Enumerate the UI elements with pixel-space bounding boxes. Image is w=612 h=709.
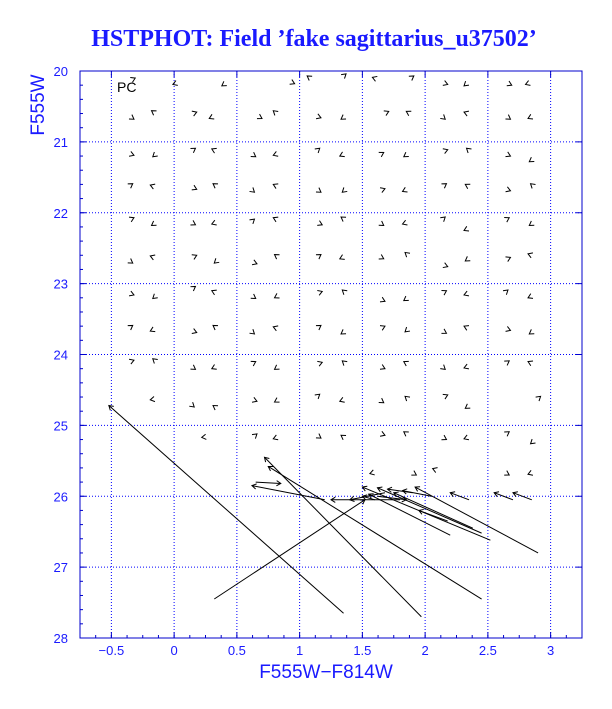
vector-glyph <box>464 111 469 116</box>
vector-glyph <box>129 217 134 222</box>
vector-glyph <box>251 361 256 366</box>
vector-glyph <box>505 115 510 120</box>
vector-glyph <box>443 81 448 86</box>
vector-glyph <box>341 74 346 79</box>
vector-glyph <box>342 361 347 366</box>
vector-glyph <box>503 290 508 295</box>
vector-glyph <box>405 252 410 257</box>
vector-arrow <box>256 481 281 486</box>
vector-glyph <box>403 220 408 225</box>
vector-glyph <box>465 184 470 189</box>
vector-glyph <box>192 255 197 260</box>
vector-glyph <box>150 255 155 260</box>
vector-glyph <box>504 471 509 476</box>
vector-glyph <box>152 221 157 226</box>
vector-glyph <box>372 76 377 81</box>
vector-arrow <box>513 492 532 500</box>
vector-glyph <box>528 114 533 119</box>
vector-glyph <box>128 325 133 330</box>
vector-glyph <box>341 217 346 222</box>
vector-glyph <box>192 329 197 334</box>
vector-glyph <box>212 148 217 153</box>
vector-arrow <box>109 406 344 614</box>
vector-glyph <box>441 435 446 440</box>
vector-glyph <box>465 404 470 409</box>
y-tick-label: 25 <box>53 418 68 434</box>
vector-glyph <box>380 297 385 302</box>
vector-glyph <box>380 431 385 436</box>
vector-glyph <box>465 256 470 261</box>
vector-glyph <box>317 361 322 366</box>
vector-glyph <box>190 220 195 225</box>
vector-glyph <box>529 157 534 162</box>
vector-glyph <box>528 253 533 258</box>
vector-glyph <box>443 394 448 399</box>
vector-glyph <box>340 397 345 402</box>
x-tick-label: 1.5 <box>353 643 372 658</box>
vector-glyph <box>257 114 262 119</box>
vector-glyph <box>506 187 511 192</box>
vector-glyph <box>252 434 257 439</box>
vector-glyph <box>440 365 445 370</box>
vector-glyph <box>153 359 158 364</box>
vector-glyph <box>464 81 469 86</box>
vector-glyph <box>212 290 217 295</box>
vector-glyph <box>190 148 195 153</box>
vector-glyph <box>129 359 134 364</box>
y-tick-label: 24 <box>53 347 68 363</box>
vector-glyph <box>150 327 155 332</box>
vector-glyph <box>316 114 321 119</box>
vector-glyph <box>504 218 509 223</box>
vector-arrow <box>252 484 325 500</box>
vector-glyph <box>529 221 534 226</box>
vector-glyph <box>379 152 384 157</box>
vector-glyph <box>443 263 448 268</box>
vector-glyph <box>153 152 158 157</box>
vector-glyph <box>464 435 469 440</box>
vector-glyph <box>528 470 533 475</box>
y-tick-label: 22 <box>53 205 68 221</box>
vector-glyph <box>150 184 155 189</box>
vector-glyph <box>190 286 195 291</box>
vector-glyph <box>129 151 134 156</box>
y-axis-label: F555W <box>28 74 49 136</box>
vector-field <box>109 74 541 617</box>
y-tick-label: 20 <box>53 64 68 79</box>
vector-glyph <box>504 361 509 366</box>
vector-glyph <box>214 258 219 263</box>
vector-glyph <box>340 255 345 260</box>
vector-glyph <box>441 184 446 189</box>
vector-glyph <box>209 114 214 119</box>
vector-glyph <box>440 114 445 119</box>
vector-glyph <box>441 329 446 334</box>
vector-glyph <box>409 76 414 81</box>
vector-glyph <box>251 152 256 157</box>
vector-glyph <box>273 217 278 222</box>
vector-glyph <box>213 184 218 189</box>
vector-glyph <box>152 111 157 116</box>
vector-glyph <box>505 257 510 262</box>
vector-glyph <box>275 293 280 298</box>
vector-glyph <box>316 255 321 260</box>
vector-glyph <box>464 326 469 331</box>
vector-glyph <box>190 365 195 370</box>
vector-glyph <box>315 394 320 399</box>
vector-glyph <box>251 294 256 299</box>
vector-glyph <box>290 80 295 85</box>
vector-glyph <box>379 398 384 403</box>
vector-arrow <box>268 466 481 599</box>
vector-glyph <box>531 184 536 189</box>
vector-glyph <box>342 187 347 192</box>
x-tick-label: 2.5 <box>478 643 497 658</box>
vector-glyph <box>528 361 533 366</box>
vector-glyph <box>275 255 280 260</box>
vector-glyph <box>464 364 469 369</box>
vector-glyph <box>404 152 409 157</box>
vector-glyph <box>379 254 384 259</box>
vector-glyph <box>404 361 409 366</box>
vector-glyph <box>384 111 389 116</box>
x-tick-label: 0.5 <box>227 643 246 658</box>
vector-glyph <box>507 81 512 86</box>
vector-glyph <box>150 397 155 402</box>
vector-glyph <box>341 115 346 120</box>
vector-glyph <box>317 221 322 226</box>
vector-glyph <box>317 290 322 295</box>
vector-glyph <box>342 290 347 295</box>
vector-glyph <box>275 398 280 403</box>
vector-glyph <box>316 188 321 193</box>
vector-glyph <box>153 294 158 299</box>
chart-title: HSTPHOT: Field ’fake sagittarius_u37502’ <box>91 26 537 52</box>
vector-glyph <box>129 115 134 120</box>
x-tick-label: 2 <box>421 643 429 658</box>
vector-glyph <box>380 364 385 369</box>
vector-glyph <box>129 291 134 296</box>
vector-glyph <box>273 151 278 156</box>
vector-glyph <box>506 326 511 331</box>
y-tick-label: 27 <box>53 560 68 576</box>
vector-glyph <box>370 470 375 475</box>
vector-arrow <box>494 492 513 500</box>
vector-glyph <box>379 221 384 226</box>
x-tick-label: 0 <box>170 643 178 658</box>
vector-arrow <box>394 492 473 528</box>
vector-glyph <box>173 81 178 86</box>
vector-glyph <box>212 364 217 369</box>
vector-glyph <box>252 397 257 402</box>
vector-glyph <box>403 187 408 192</box>
vector-glyph <box>192 111 197 116</box>
vector-glyph <box>273 326 278 331</box>
vector-glyph <box>250 187 255 192</box>
vector-glyph <box>467 148 472 153</box>
x-tick-label: −0.5 <box>98 643 125 658</box>
vector-glyph <box>250 329 255 334</box>
vector-glyph <box>464 291 469 296</box>
vector-arrow <box>214 500 365 599</box>
vector-glyph <box>307 76 312 81</box>
vector-glyph <box>315 148 320 153</box>
vector-glyph <box>273 184 278 189</box>
vector-glyph <box>341 329 346 334</box>
y-tick-label: 21 <box>53 134 68 150</box>
vector-glyph <box>273 111 278 116</box>
vector-glyph <box>531 439 536 444</box>
vector-glyph <box>341 435 346 440</box>
vector-glyph <box>433 468 438 473</box>
vector-glyph <box>340 152 345 157</box>
y-tick-label: 28 <box>53 631 68 646</box>
vector-glyph <box>464 226 469 231</box>
x-tick-label: 3 <box>547 643 555 658</box>
vector-glyph <box>273 435 278 440</box>
vector-glyph <box>526 81 531 86</box>
vector-glyph <box>128 259 133 264</box>
vector-glyph <box>222 81 227 86</box>
x-tick-label: 1 <box>296 643 304 658</box>
vector-glyph <box>406 111 411 116</box>
panel-label: PC <box>117 79 137 95</box>
vector-glyph <box>404 296 409 301</box>
vector-glyph <box>405 396 410 401</box>
vector-glyph <box>529 329 534 334</box>
y-tick-label: 23 <box>53 276 68 292</box>
vector-arrow <box>377 487 481 533</box>
vector-glyph <box>212 220 217 225</box>
vector-glyph <box>252 260 257 265</box>
vector-glyph <box>250 219 255 224</box>
vector-glyph <box>380 188 385 193</box>
vector-glyph <box>128 184 133 189</box>
vector-glyph <box>404 432 409 437</box>
vector-glyph <box>405 327 410 332</box>
vector-glyph <box>213 325 218 330</box>
vector-arrow <box>264 457 421 616</box>
vector-glyph <box>504 432 509 437</box>
y-tick-label: 26 <box>53 489 68 505</box>
vector-glyph <box>411 471 416 476</box>
vector-glyph <box>192 185 197 190</box>
vector-glyph <box>528 294 533 299</box>
x-axis-label: F555W−F814W <box>259 662 393 683</box>
vector-arrow <box>450 492 469 500</box>
vector-glyph <box>202 434 207 439</box>
vector-glyph <box>536 396 541 401</box>
vector-glyph <box>316 434 321 439</box>
vector-glyph <box>441 291 446 296</box>
vector-glyph <box>443 149 448 154</box>
vector-glyph <box>440 217 445 222</box>
vector-glyph <box>189 402 194 407</box>
vector-glyph <box>380 326 385 331</box>
vector-glyph <box>316 325 321 330</box>
vector-glyph <box>213 406 218 411</box>
vector-glyph <box>505 152 510 157</box>
vector-glyph <box>275 365 280 370</box>
